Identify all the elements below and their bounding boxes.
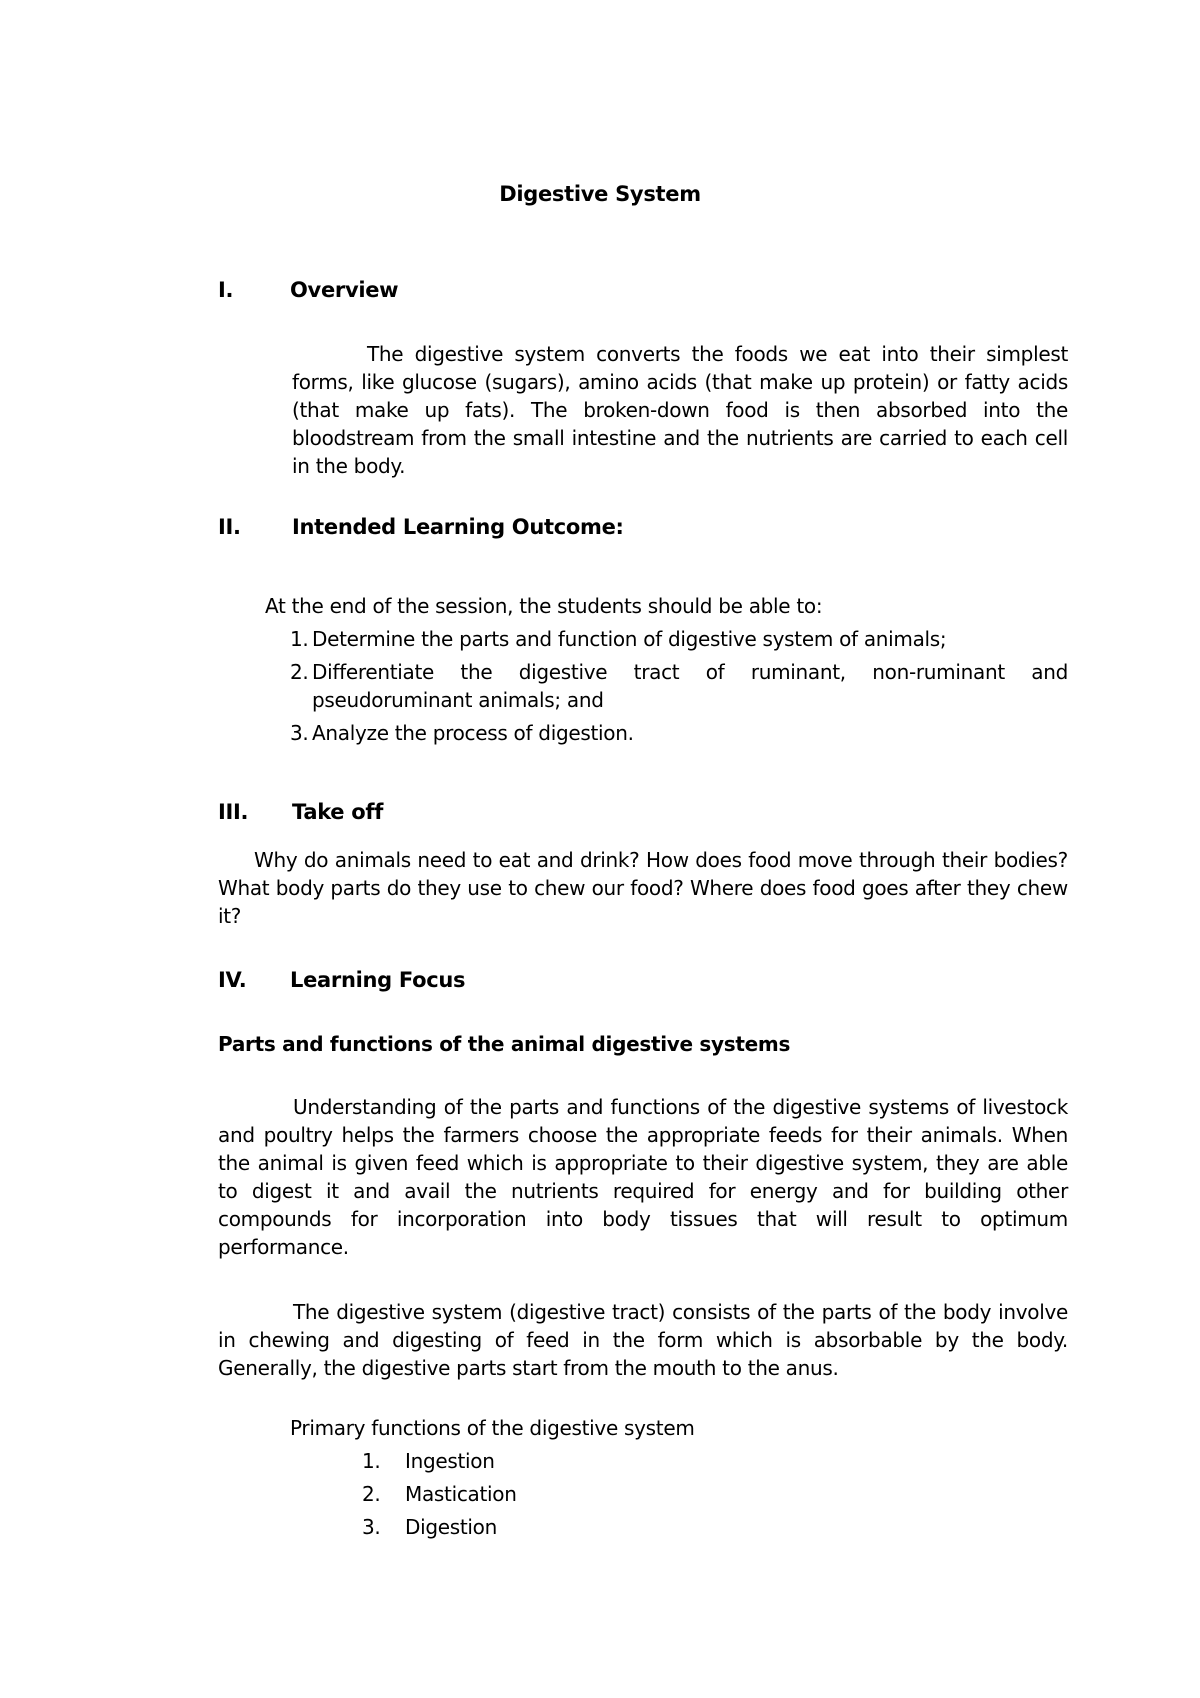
list-item — [362, 1480, 762, 1508]
list-item — [362, 1447, 762, 1475]
list-item — [290, 658, 1068, 714]
list-item-text: Ingestion — [405, 1449, 495, 1473]
list-item-text: Determine the parts and function of digestive system of animals; — [312, 627, 947, 651]
list-item-number: 3. — [362, 1515, 381, 1539]
list-item-text: Mastication — [405, 1482, 517, 1506]
section-number: I. — [218, 278, 234, 302]
section-heading-takeoff: Take off — [292, 800, 384, 824]
list-item-text: Differentiate the digestive tract of ruminant, non-ruminant and pseudoruminant animals; and — [312, 660, 1068, 712]
section-heading-overview: Overview — [290, 278, 399, 302]
section-heading-outcome: Intended Learning Outcome: — [292, 515, 624, 539]
section-number: III. — [218, 800, 249, 824]
section-number: II. — [218, 515, 241, 539]
takeoff-paragraph: Why do animals need to eat and drink? How does food move through their bodies? What body parts do they use to chew our food? Where does food goes after they chew it? — [218, 848, 1068, 928]
list-item-number: 3. — [290, 721, 309, 745]
outcomes-intro: At the end of the session, the students should be able to: — [265, 594, 823, 618]
document-title: Digestive System — [499, 182, 701, 206]
learning-focus-paragraph: Understanding of the parts and functions of the digestive systems of livestock and poultry helps the farmers choose the appropriate feeds for their animals. When the animal is given feed which is appropriate to their digestive system, they are able to digest it and avail the nutrients required for energy and for building other compounds for incorporation into body tissues that will result to optimum performance. — [218, 1095, 1068, 1259]
list-item-number: 1. — [290, 627, 309, 651]
list-item-text: Analyze the process of digestion. — [312, 721, 634, 745]
outcomes-list — [290, 625, 1068, 747]
section-number: IV. — [218, 968, 247, 992]
list-item-number: 1. — [362, 1449, 381, 1473]
list-item — [290, 625, 1068, 653]
list-item-text: Digestion — [405, 1515, 497, 1539]
digestive-tract-paragraph: The digestive system (digestive tract) consists of the parts of the body involve in chewing and digesting of feed in the form which is absorbable by the body. Generally, the digestive parts start from the mouth to the anus. — [218, 1300, 1068, 1380]
section-heading-learning-focus: Learning Focus — [290, 968, 466, 992]
subheading-parts-functions: Parts and functions of the animal digestive systems — [218, 1032, 791, 1056]
list-item — [290, 719, 1068, 747]
functions-list — [362, 1447, 762, 1541]
overview-paragraph: The digestive system converts the foods we eat into their simplest forms, like glucose (sugars), amino acids (that make up protein) or fatty acids (that make up fats). The broken-down food is then absorbed into the bloodstream from the small intestine and the nutrients are carried to each cell in the body. — [292, 342, 1068, 478]
list-item — [362, 1513, 762, 1541]
functions-intro: Primary functions of the digestive system — [290, 1416, 695, 1440]
list-item-number: 2. — [362, 1482, 381, 1506]
list-item-number: 2. — [290, 660, 309, 684]
